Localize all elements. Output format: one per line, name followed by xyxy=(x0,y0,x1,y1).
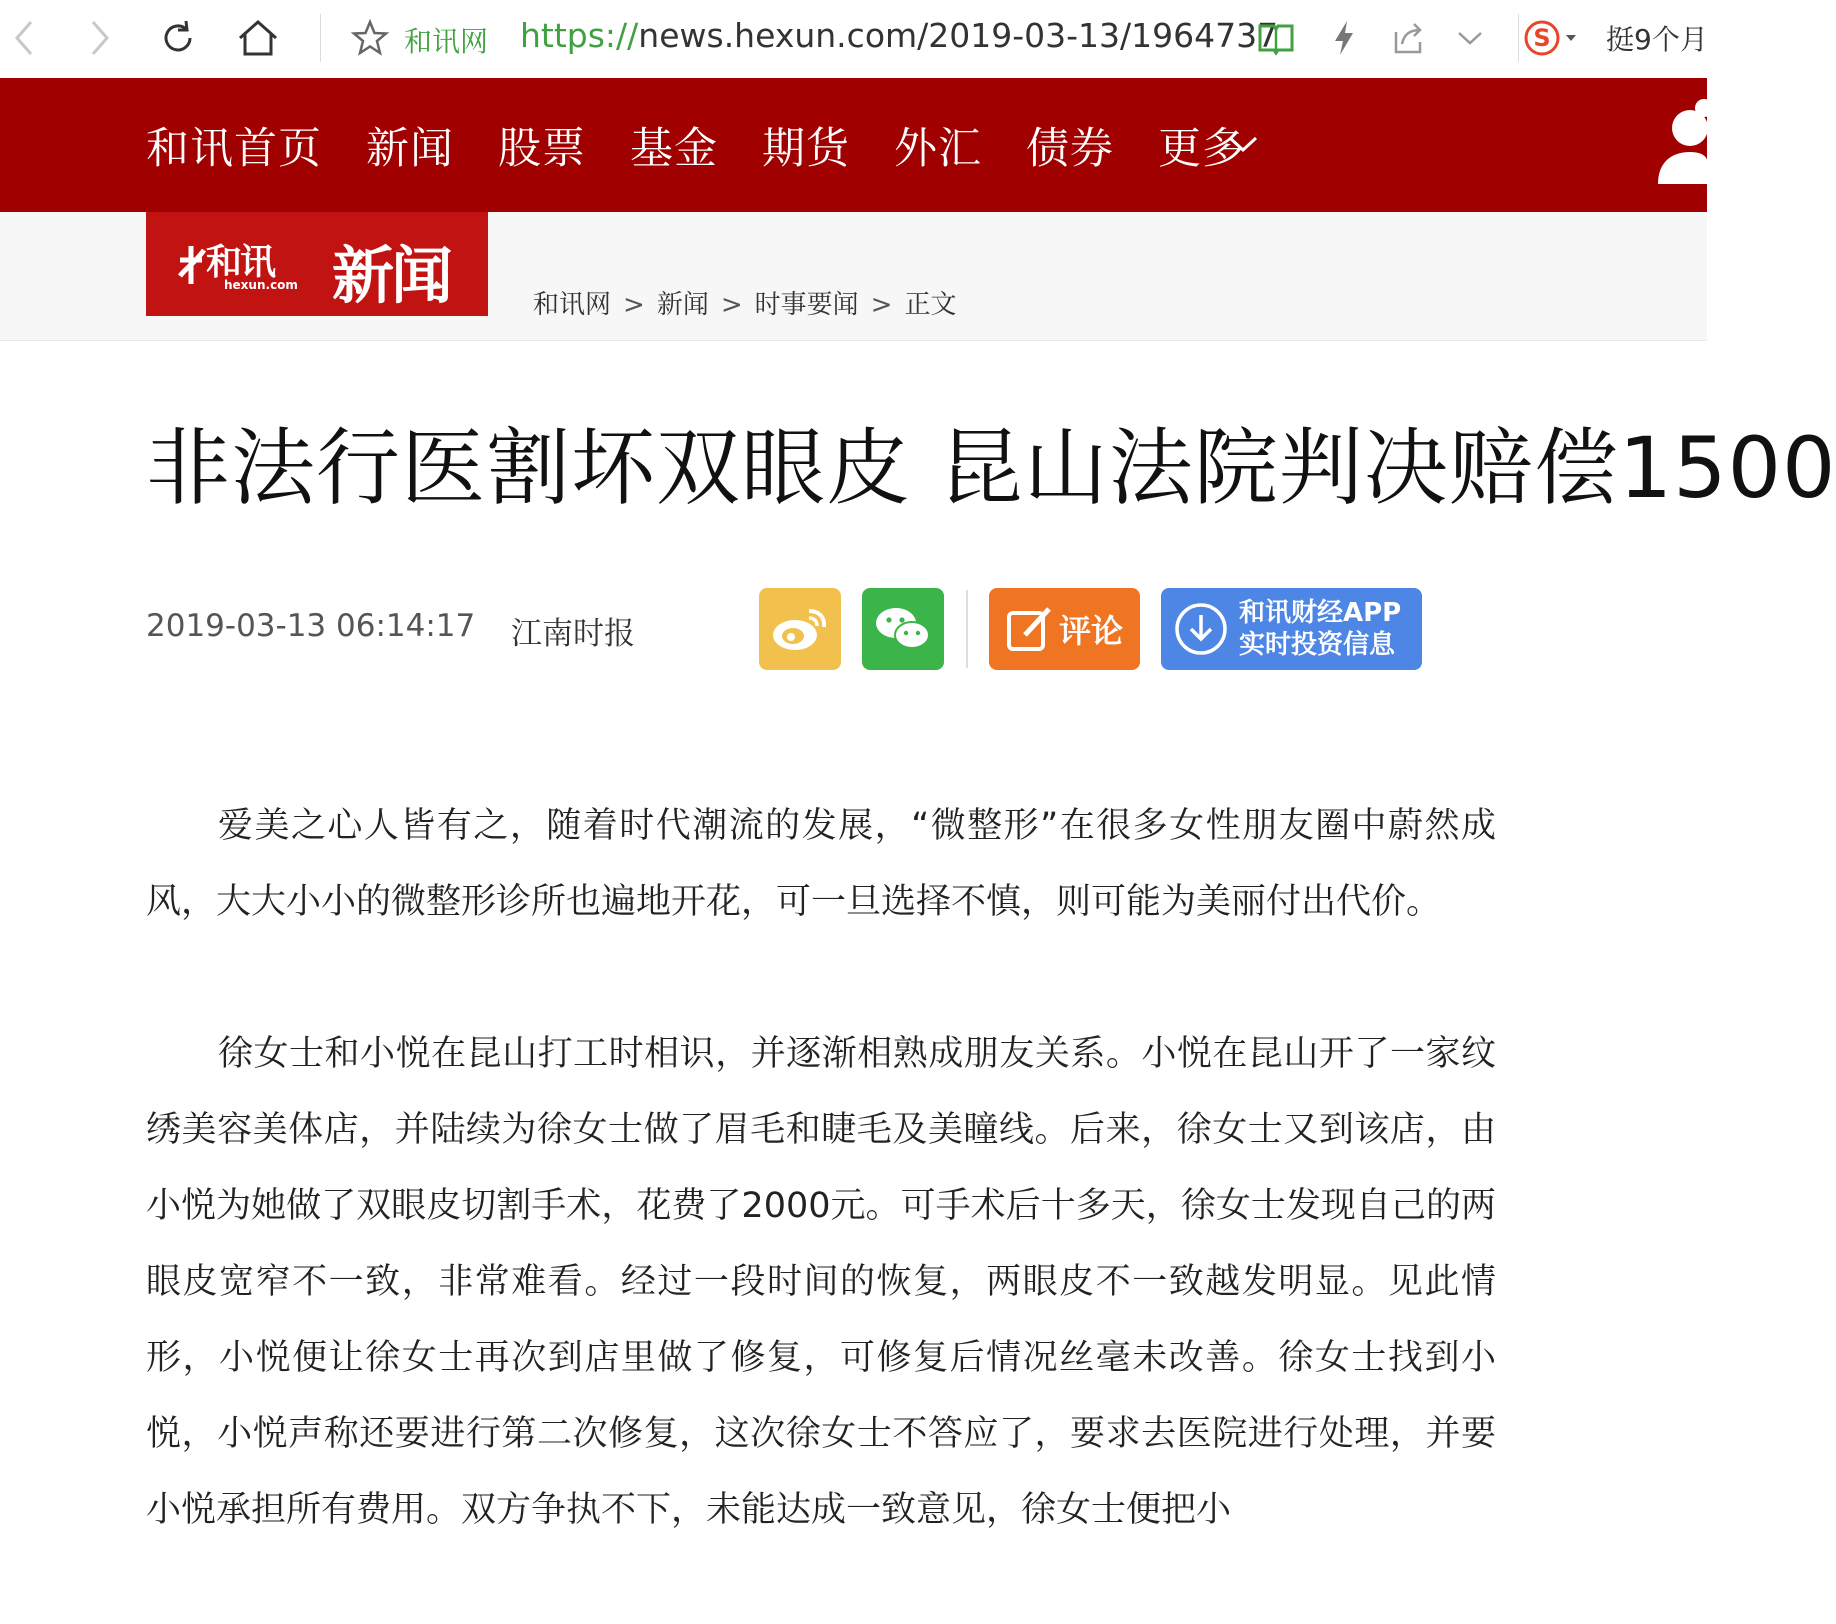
share-weibo-button[interactable] xyxy=(759,588,841,670)
lightning-icon[interactable] xyxy=(1320,14,1368,62)
app-promo-text xyxy=(1239,597,1401,661)
breadcrumb-item-article: 正文 xyxy=(904,290,957,320)
extension-text[interactable]: 挺9个月 xyxy=(1606,23,1708,56)
section-header xyxy=(0,212,1707,341)
toolbar-divider xyxy=(1518,14,1519,62)
app-title: 和讯财经APP xyxy=(1239,598,1402,628)
refresh-icon[interactable] xyxy=(154,14,202,62)
sogou-icon[interactable] xyxy=(1528,14,1576,62)
weibo-icon xyxy=(769,603,831,655)
breadcrumb-item-current-affairs[interactable]: 时事要闻 xyxy=(754,290,859,320)
nav-item-bonds[interactable]: 债券 xyxy=(1026,123,1114,174)
article-body xyxy=(146,788,1496,1624)
article-title: 非法行医割坏双眼皮 昆山法院判决赔偿1500 xyxy=(146,419,1836,517)
edit-icon xyxy=(1005,603,1055,655)
browser-toolbar xyxy=(0,0,1707,79)
nav-item-stocks[interactable]: 股票 xyxy=(498,123,586,174)
user-icon[interactable] xyxy=(1650,94,1707,198)
comment-label: 评论 xyxy=(1059,612,1124,650)
comment-button[interactable] xyxy=(989,588,1140,670)
nav-item-forex[interactable]: 外汇 xyxy=(894,123,982,174)
article-source[interactable]: 江南时报 xyxy=(511,616,635,652)
back-icon[interactable] xyxy=(0,14,48,62)
share-divider xyxy=(966,590,968,668)
nav-item-funds[interactable]: 基金 xyxy=(630,123,718,174)
chevron-down-icon[interactable] xyxy=(1446,14,1494,62)
nav-list xyxy=(146,78,1290,212)
article-date: 2019-03-13 06:14:17 xyxy=(146,608,476,644)
url-path: news.hexun.com/2019-03-13/1964737 xyxy=(638,16,1279,55)
download-icon xyxy=(1173,601,1229,657)
home-icon[interactable] xyxy=(234,14,282,62)
hexun-logo-icon xyxy=(176,240,206,288)
top-navigation xyxy=(0,78,1707,212)
breadcrumb-separator: > xyxy=(870,290,893,320)
url-protocol: https:// xyxy=(520,16,639,55)
breadcrumb xyxy=(533,284,956,321)
logo-section: 新闻 xyxy=(332,239,451,312)
article-paragraph: 徐女士和小悦在昆山打工时相识，并逐渐相熟成朋友关系。小悦在昆山开了一家纹绣美容美体店，并陆续为徐女士做了眉毛和睫毛及美瞳线。后来，徐女士又到该店，由小悦为她做了双眼皮切割手术，花费了2000元。可手术后十多天，徐女士发现自己的两眼皮宽窄不一致，非常难看。经过一段时间的恢复，两眼皮不一致越发明显。见此情形，小悦便让徐女士再次到店里做了修复，可修复后情况丝毫未改善。徐女士找到小悦，小悦声称还要进行第二次修复，这次徐女士不答应了，要求去医院进行处理，并要小悦承担所有费用。双方争执不下，未能达成一致意见，徐女士便把小 xyxy=(146,1034,1496,1530)
nav-item-futures[interactable]: 期货 xyxy=(762,123,850,174)
wechat-icon xyxy=(872,603,934,655)
breadcrumb-separator: > xyxy=(623,290,645,320)
logo-brand-cn: 和讯 xyxy=(206,241,275,283)
nav-item-more[interactable]: 更多 xyxy=(1158,123,1246,174)
breadcrumb-item-news[interactable]: 新闻 xyxy=(656,290,709,320)
site-label: 和讯网 xyxy=(404,25,489,58)
reader-icon[interactable] xyxy=(1252,14,1300,62)
svg-text:S: S xyxy=(1533,24,1551,52)
app-download-button[interactable] xyxy=(1161,588,1422,670)
share-wechat-button[interactable] xyxy=(862,588,944,670)
star-icon[interactable] xyxy=(346,14,394,62)
breadcrumb-separator: > xyxy=(720,290,743,320)
more-chevron-icon[interactable] xyxy=(1226,132,1260,160)
article-paragraph: 爱美之心人皆有之，随着时代潮流的发展，“微整形”在很多女性朋友圈中蔚然成风，大大小小的微整形诊所也遍地开花，可一旦选择不慎，则可能为美丽付出代价。 xyxy=(146,806,1496,922)
forward-icon[interactable] xyxy=(76,14,124,62)
nav-item-home[interactable]: 和讯首页 xyxy=(146,123,322,174)
share-out-icon[interactable] xyxy=(1384,14,1432,62)
breadcrumb-item-site[interactable]: 和讯网 xyxy=(533,290,612,320)
hexun-news-logo[interactable] xyxy=(146,212,488,316)
app-subtitle: 实时投资信息 xyxy=(1239,630,1396,660)
nav-item-news[interactable]: 新闻 xyxy=(366,123,454,174)
logo-brand-en: hexun.com xyxy=(224,278,298,292)
address-divider xyxy=(320,14,321,62)
address-bar[interactable] xyxy=(520,16,1279,55)
